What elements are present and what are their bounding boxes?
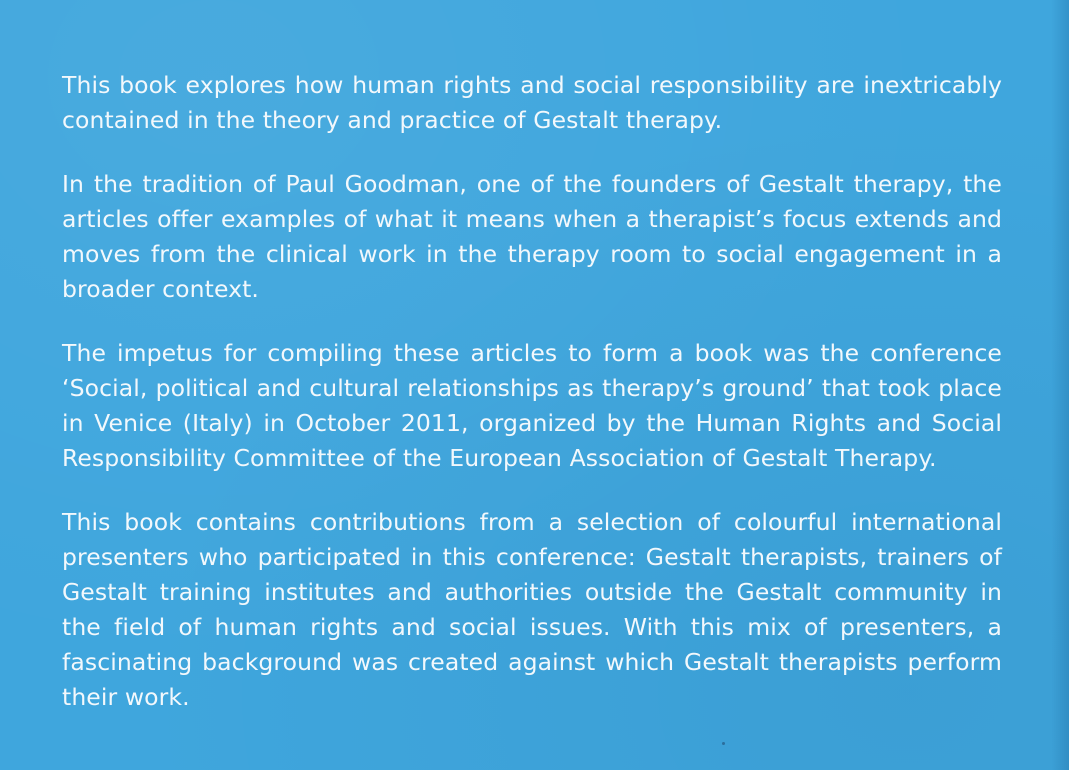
blurb-paragraph-conference: The impetus for compiling these articles to form a book was the conference ‘Social, political and cultural relationships as therapy’s ground’ that took place in Venice (Italy) in October 2011, organized by the Human Rights and Social Responsibility Committee of the European Association of Gestalt Therapy.	[62, 339, 1002, 472]
blurb-paragraph-intro: This book explores how human rights and social responsibility are inextricably contained in the theory and practice of Gestalt therapy.	[62, 71, 1002, 134]
page-edge-shadow	[1051, 0, 1069, 770]
blurb-paragraph-tradition: In the tradition of Paul Goodman, one of the founders of Gestalt therapy, the articles offer examples of what it means when a therapist’s focus extends and moves from the clinical work in the therapy room to social engagement in a broader context.	[62, 170, 1002, 303]
back-cover-blurb	[62, 68, 1002, 715]
print-speck	[722, 742, 725, 745]
blurb-paragraph-contributions: This book contains contributions from a selection of colourful international presenters who participated in this conference: Gestalt therapists, trainers of Gestalt training institutes and authorities outside the Gestalt community in the field of human rights and social issues. With this mix of presenters, a fascinating background was created against which Gestalt therapists perform their work.	[62, 508, 1002, 711]
